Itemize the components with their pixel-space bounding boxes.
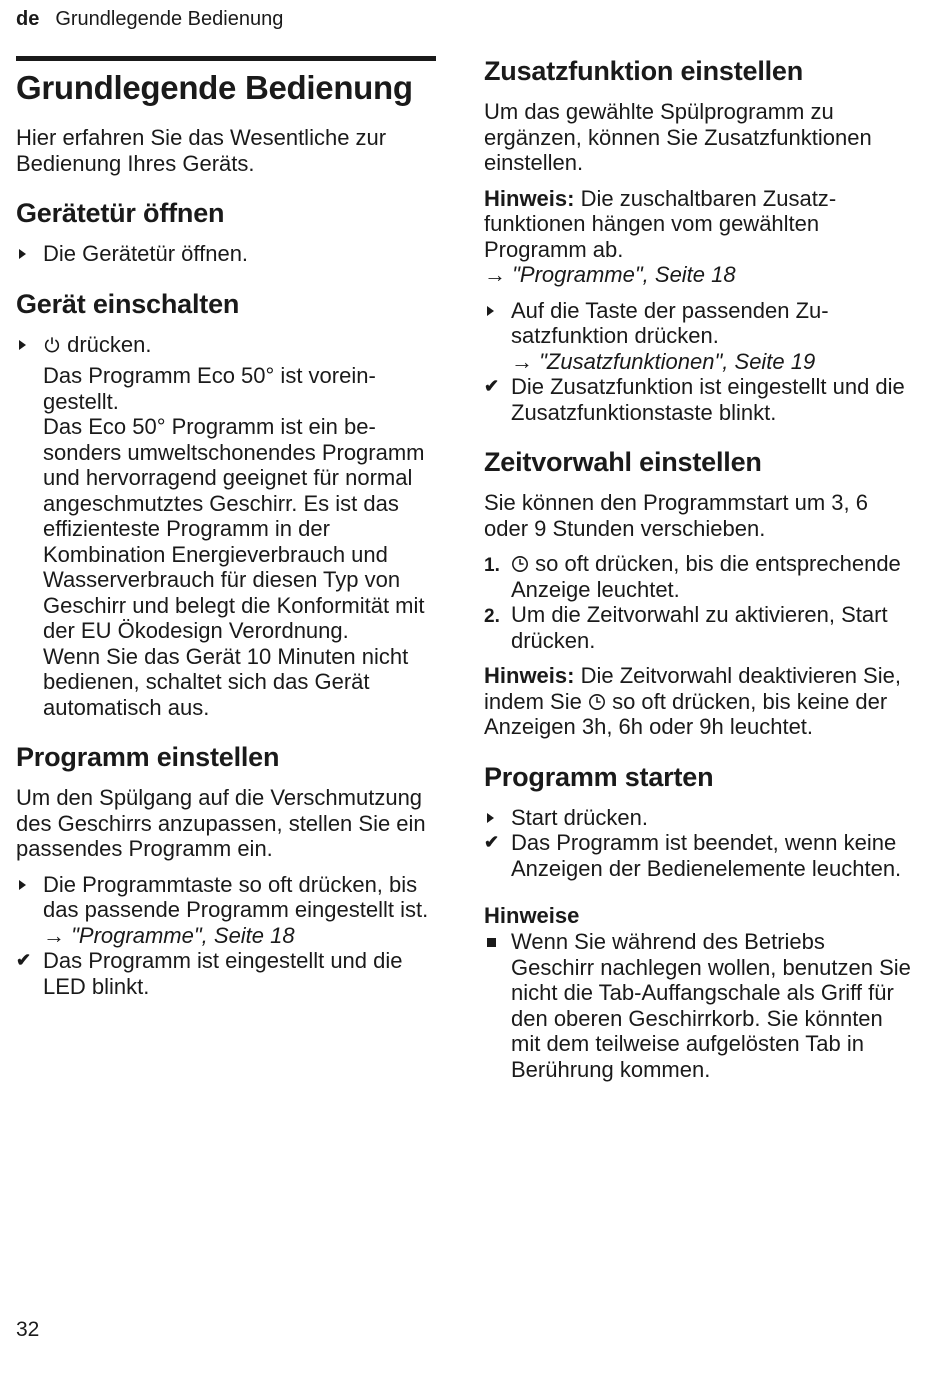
extra-note-text: Die zuschaltbaren Zusatzfunktionen hängen vom gewählten Programm ab. <box>484 185 837 262</box>
step-number: 1. <box>484 555 500 576</box>
step-triangle-icon <box>19 340 26 350</box>
power-heading: Gerät einschalten <box>16 288 240 319</box>
program-intro: Um den Spülgang auf die Verschmutzung des Geschirrs anzupassen, stellen Sie ein passendes Programm ein. <box>16 785 426 861</box>
extra-result-text: Die Zusatzfunktion ist eingestellt und die Zusatzfunktionstaste blinkt. <box>511 374 905 425</box>
extra-ref2 <box>484 349 914 375</box>
program-ref <box>16 923 436 949</box>
step-number: 2. <box>484 606 500 627</box>
program-result <box>16 948 436 999</box>
power-step-text: drücken. <box>67 331 152 357</box>
notes-item-text: Wenn Sie während des Betriebs Geschirr nachlegen wollen, benutzen Sie nicht die Tab-Auffangschale als Griff für den oberen Geschirrkorb. Sie könnten mit dem teilweise aufgelösten Tab in Berührung kommen. <box>511 929 911 1082</box>
power-preset-text: Das Programm Eco 50° ist voreingestellt. <box>43 363 376 414</box>
start-section <box>484 762 914 882</box>
page-number: 32 <box>16 1318 40 1341</box>
extra-ref2-link[interactable]: "Zusatzfunktionen", Seite 19 <box>539 348 816 374</box>
step-triangle-icon <box>19 880 26 890</box>
program-heading: Programm einstellen <box>16 742 280 772</box>
program-ref-link[interactable]: "Programme", Seite 18 <box>71 922 295 948</box>
program-section <box>16 742 436 999</box>
start-key-label: Start <box>841 602 888 627</box>
clock-icon <box>588 693 606 711</box>
auto-off-text: Wenn Sie das Gerät 10 Minuten nicht bedienen, schaltet sich das Gerät automatisch aus. <box>43 643 409 720</box>
step-triangle-icon <box>487 306 494 316</box>
note-label: Hinweis: <box>484 663 575 688</box>
power-icon <box>43 336 61 354</box>
program-step-text: Die Programmtaste so oft drücken, bis das passende Programm eingestellt ist. <box>43 871 429 922</box>
door-step <box>16 241 436 267</box>
program-result-text: Das Programm ist eingestellt und die LED blinkt. <box>43 948 403 999</box>
start-heading: Programm starten <box>484 761 714 792</box>
right-column <box>484 56 914 1082</box>
timer-heading: Zeitvorwahl einstellen <box>484 447 762 477</box>
timer-note-text-a: Die Zeitvorwahl deaktivieren Sie, indem Sie <box>484 663 901 714</box>
arrow-icon: → <box>43 922 65 948</box>
arrow-icon: → <box>511 348 533 374</box>
intro-text: Hier erfahren Sie das Wesentliche zur Bedienung Ihres Geräts. <box>16 125 387 176</box>
start-result-text: Das Programm ist beendet, wenn keine Anzeigen der Bedienelemente leuchten. <box>511 830 902 881</box>
timer-step-1 <box>484 551 914 602</box>
extra-heading: Zusatzfunktion einstellen <box>484 56 804 86</box>
door-heading: Gerätetür öffnen <box>16 198 225 228</box>
power-section <box>16 289 436 721</box>
extra-intro: Um das gewählte Spülprogramm zu ergänzen, können Sie Zusatzfunktionen einstellen. <box>484 99 872 175</box>
note-label: Hinweis: <box>484 185 575 211</box>
timer-section <box>484 447 914 740</box>
start-key-label: Start <box>511 804 558 830</box>
timer-intro: Sie können den Programmstart um 3, 6 oder 9 Stunden verschieben. <box>484 490 868 541</box>
page-header <box>16 8 283 31</box>
door-section <box>16 198 436 267</box>
notes-item <box>484 929 914 1082</box>
extra-section <box>484 56 914 425</box>
timer-step-1-text: so oft drücken, bis die entsprechende Anzeige leuchtet. <box>511 551 901 602</box>
timer-step-2-end: drücken. <box>511 627 596 653</box>
door-step-text: Die Gerätetür öffnen. <box>43 241 249 266</box>
timer-note-text-b: so oft drücken, bis keine der Anzeigen 3h, 6h oder 9h leuchtet. <box>484 688 888 739</box>
start-step <box>484 805 914 831</box>
step-triangle-icon <box>19 249 26 259</box>
checkmark-icon: ✔ <box>16 950 32 970</box>
notes-section <box>484 903 914 1082</box>
timer-step-2 <box>484 602 914 653</box>
power-step <box>16 332 436 358</box>
program-step <box>16 872 436 923</box>
arrow-icon: → <box>484 262 506 287</box>
extra-result <box>484 374 914 425</box>
extra-ref1-link[interactable]: "Programme", Seite 18 <box>512 262 736 287</box>
notes-heading: Hinweise <box>484 903 580 928</box>
extra-step <box>484 298 914 349</box>
start-step-text: drücken. <box>557 804 648 830</box>
checkmark-icon: ✔ <box>484 832 500 852</box>
extra-step-text: Auf die Taste der passenden Zusatzfunktion drücken. <box>511 297 829 348</box>
step-triangle-icon <box>487 813 494 823</box>
page-title: Grundlegende Bedienung <box>16 69 413 106</box>
language-code: de <box>16 8 40 30</box>
header-section: Grundlegende Bedienung <box>55 8 284 30</box>
start-result <box>484 830 914 881</box>
checkmark-icon: ✔ <box>484 376 500 396</box>
left-column <box>16 56 436 1021</box>
title-rule <box>16 56 436 61</box>
clock-icon <box>511 555 529 573</box>
extra-note <box>484 186 914 263</box>
extra-ref1 <box>484 262 914 288</box>
bullet-square-icon <box>487 938 496 947</box>
intro-section <box>16 125 436 176</box>
eco-description: Das Eco 50° Programm ist ein besonders umweltschonendes Programm und hervorragend geeignet für normal angeschmutztes Geschirr. Es ist das effizienteste Programm in der Kombination Energieverbrauch und Wasserverbrauch für diesen Typ von Geschirr und belegt die Konformität mit der EU Ökodesign Verordnung. <box>43 414 425 643</box>
timer-step-2-text: Um die Zeitvorwahl zu aktivieren, <box>511 602 842 627</box>
timer-note <box>484 663 914 740</box>
